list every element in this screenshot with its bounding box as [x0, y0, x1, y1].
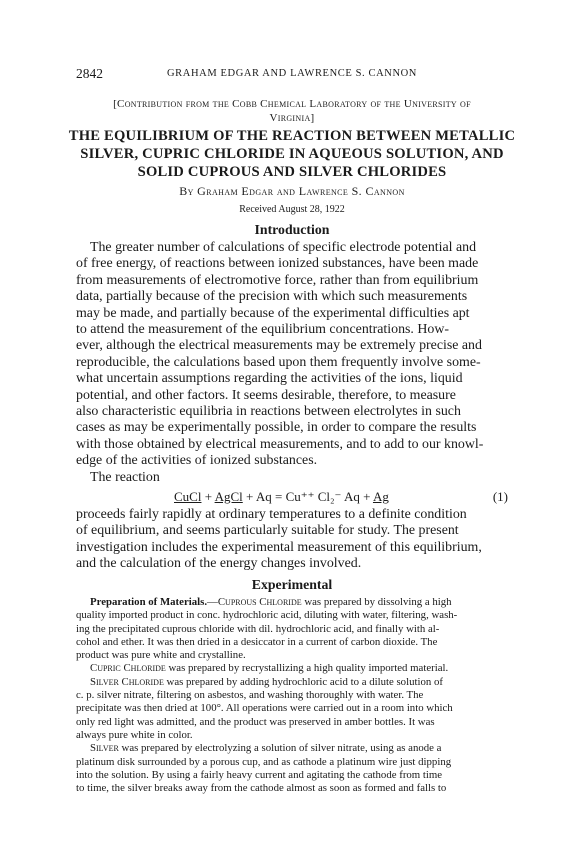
text-line: The reaction	[90, 469, 160, 485]
contribution-note	[76, 97, 508, 125]
contribution-line: Virginia]	[269, 112, 315, 124]
text-line: from measurements of electromotive force, rather than from equilibrium	[76, 272, 479, 288]
introduction-heading: Introduction	[254, 222, 330, 237]
experimental-text	[76, 596, 508, 795]
text-line: to attend the measurement of the equilibrium concentrations. How-	[76, 322, 450, 338]
text-line: investigation includes the experimental measurement of this equilibrium,	[76, 539, 482, 555]
text-line: cases as may be experimentally possible, in order to compare the results	[76, 420, 477, 436]
received-date: Received August 28, 1922	[239, 204, 345, 215]
text-line: product was pure white and crystalline.	[76, 649, 246, 662]
text-line: to time, the silver breaks away from the cathode almost as soon as formed and falls to	[76, 782, 447, 795]
text-line: ing the precipitated cuprous chloride with dil. hydrochloric acid, and finally with al-	[76, 622, 440, 635]
text-line: ever, although the electrical measurements may be extremely precise and	[76, 338, 482, 354]
introduction-paragraph-2	[76, 507, 508, 573]
text-line: into the solution. By using a fairly heavy current and agitating the cathode from time	[76, 768, 443, 781]
text-line: what uncertain assumptions regarding the activities of the ions, liquid	[76, 371, 463, 387]
text-line: always pure white in color.	[76, 728, 193, 741]
text-line: Preparation of Materials.—Cuprous Chloride was prepared by dissolving a high	[90, 596, 452, 608]
title-line: SILVER, CUPRIC CHLORIDE IN AQUEOUS SOLUTION, AND	[80, 146, 504, 163]
text-line: edge of the activities of ionized substances.	[76, 453, 318, 469]
contribution-line: [Contribution from the Cobb Chemical Laboratory of the University of	[113, 98, 471, 110]
text-line: Silver was prepared by electrolyzing a solution of silver nitrate, using as anode a	[90, 742, 442, 755]
text-line: with those obtained by electrical measurements, and to add to our knowl-	[76, 436, 484, 452]
text-line: cohol and ether. It was then dried in a desiccator in a current of carbon dioxide. The	[76, 635, 438, 648]
page-number: 2842	[76, 66, 103, 81]
text-line: Cupric Chloride was prepared by recrystallizing a high quality imported material.	[90, 662, 449, 675]
equation-expression: CuCl + AgCl + Aq = Cu⁺⁺ Cl₂⁻ Aq + Ag	[174, 489, 389, 504]
text-line: potential, and other factors. It seems desirable, therefore, to measure	[76, 387, 456, 403]
byline: By Graham Edgar and Lawrence S. Cannon	[179, 184, 405, 198]
text-line: Silver Chloride was prepared by adding hydrochloric acid to a dilute solution of	[90, 675, 443, 688]
text-line: quality imported product in conc. hydrochloric acid, diluting with water, filtering, wash-	[76, 609, 458, 622]
equation-number: (1)	[492, 489, 508, 504]
text-line: The greater number of calculations of specific electrode potential and	[90, 240, 477, 255]
running-head: GRAHAM EDGAR AND LAWRENCE S. CANNON	[167, 68, 417, 79]
text-line: of equilibrium, and seems particularly suitable for study. The present	[76, 523, 459, 539]
title-line: SOLID CUPROUS AND SILVER CHLORIDES	[137, 164, 447, 181]
experimental-heading: Experimental	[251, 577, 333, 592]
text-line: may be made, and partially because of the experimental difficulties apt	[76, 305, 470, 321]
title-line: THE EQUILIBRIUM OF THE REACTION BETWEEN METALLIC	[68, 128, 516, 144]
text-line: c. p. silver nitrate, filtering on asbestos, and washing thoroughly with water. The	[76, 689, 424, 702]
text-line: data, partially because of the precision with which such measurements	[76, 289, 468, 305]
text-line: platinum disk surrounded by a porous cup, and as cathode a platinum wire just dipping	[76, 755, 452, 768]
text-line: also characteristic equilibria in reactions between electrolytes in such	[76, 404, 461, 420]
text-line: reproducible, the calculations based upon them frequently involve some-	[76, 354, 481, 370]
text-line: and the calculation of the energy changes involved.	[76, 556, 362, 572]
introduction-paragraph-1	[76, 240, 508, 486]
text-line: precipitate was then dried at 100°. All operations were carried out in a room into which	[76, 702, 453, 715]
text-line: of free energy, of reactions between ionized substances, have been made	[76, 256, 479, 272]
text-line: only red light was admitted, and the product was preserved in amber bottles. It was	[76, 715, 435, 728]
article-title	[60, 127, 524, 182]
text-line: proceeds fairly rapidly at ordinary temperatures to a definite condition	[76, 507, 467, 522]
